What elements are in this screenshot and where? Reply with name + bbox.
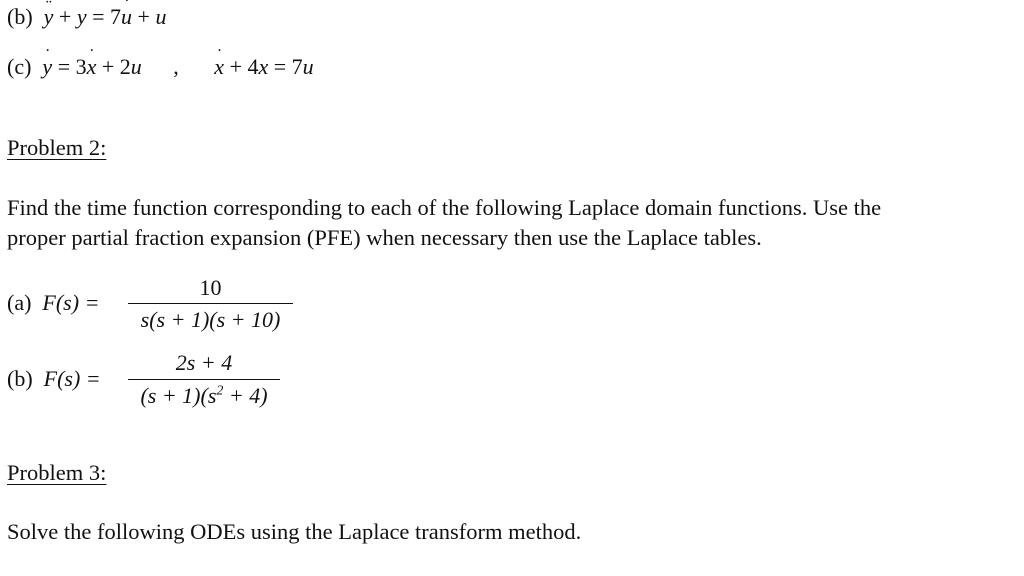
problem-2a-numerator: 10 bbox=[199, 275, 222, 300]
equation-b-label: (b) bbox=[7, 4, 33, 29]
problem-2a-denominator: s(s + 1)(s + 10) bbox=[140, 307, 281, 332]
equation-c: (c) y ˙ = 3x ˙ + 2u , x ˙ + 4x = 7u bbox=[7, 56, 314, 78]
problem-2a-fraction-bar bbox=[128, 303, 293, 304]
problem-2b-label: (b) bbox=[7, 366, 33, 391]
problem-2a-lhs bbox=[7, 292, 99, 314]
equation-b: (b) y ¨ + y = 7u ˙ + u bbox=[7, 6, 166, 28]
problem-2b-fraction-bar bbox=[128, 379, 280, 380]
y-dot: y ˙ bbox=[42, 56, 52, 78]
equation-c-label: (c) bbox=[7, 54, 32, 79]
x-dot-second: x ˙ bbox=[214, 56, 224, 78]
problem-3-text-line-1: Solve the following ODEs using the Laplace transform method. bbox=[7, 519, 582, 544]
problem-2b-function: F(s) = bbox=[43, 366, 101, 391]
problem-2a-label: (a) bbox=[7, 290, 32, 315]
problem-2b-numerator: 2s + 4 bbox=[175, 350, 233, 375]
comma-separator: , bbox=[173, 54, 179, 79]
problem-2a-function: F(s) = bbox=[42, 290, 100, 315]
problem-2-text-line-1: Find the time function corresponding to each of the following Laplace domain functions. Use the bbox=[7, 195, 882, 220]
problem-2b-denominator: $(s + 1)(s^2 + 4)$ bbox=[140, 383, 268, 408]
problem-2b-lhs bbox=[7, 368, 101, 390]
problem-2-heading: Problem 2: bbox=[7, 135, 107, 160]
problem-2-text-line-2: proper partial fraction expansion (PFE) when necessary then use the Laplace tables. bbox=[7, 225, 762, 250]
u-dot: u ˙ bbox=[121, 6, 132, 28]
y-double-dot: y ¨ bbox=[44, 6, 54, 28]
problem-3-heading: Problem 3: bbox=[7, 460, 107, 485]
x-dot: x ˙ bbox=[87, 56, 97, 78]
